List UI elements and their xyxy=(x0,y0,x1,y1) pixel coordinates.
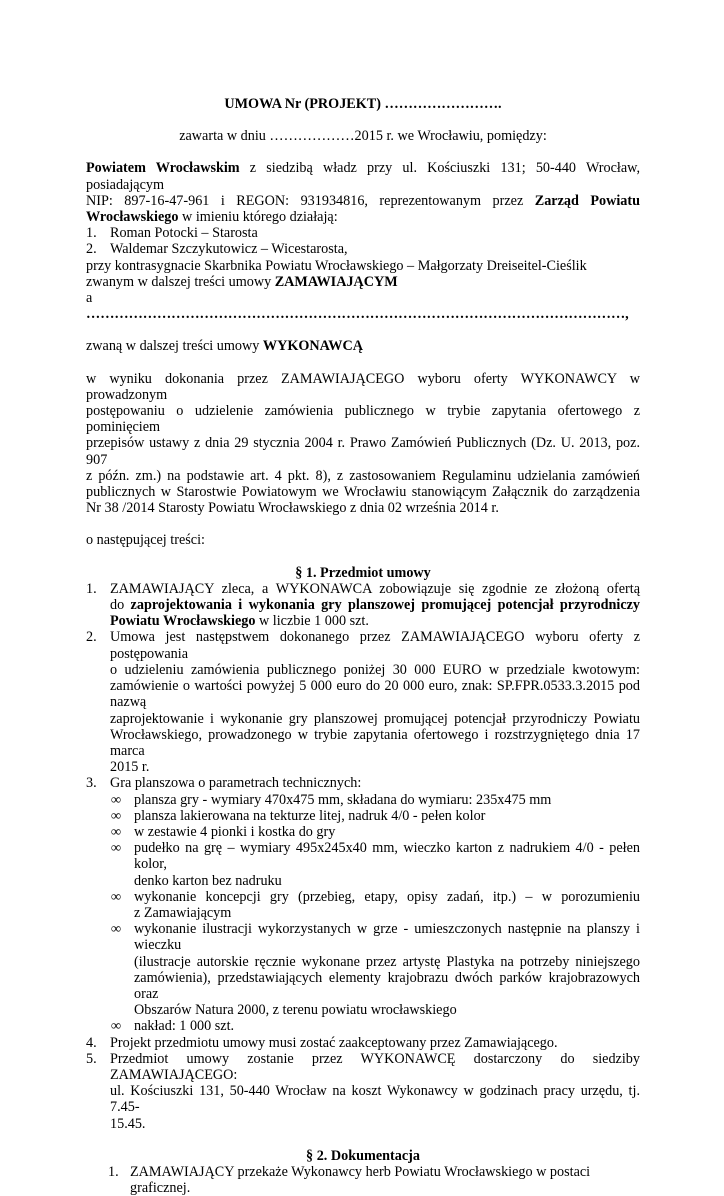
party-ordering: Powiatem Wrocławskim z siedzibą władz przy ul. Kościuszki 131; 50-440 Wrocław, posiadającym NIP: 897-16-47-961 i REGON: 931934816, reprezentowanym przez Zarząd Powiatu Wrocławskiego w imieniu którego działają: 1. Roman Potocki – Starosta 2. Waldemar Szczykutowicz – Wicestarosta, przy kontrasygnacie Skarbnika Powiatu Wrocławskiego – Małgorzaty Dreiseitel-Cieślik zwanym w dalszej treści umowy ZAMAWIAJĄCYM a ……………………………………………………………………………………………………, xyxy=(86,160,641,323)
tech-param-item: ∞ plansza gry - wymiary 470x475 mm, składana do wymiaru: 235x475 mm xyxy=(111,791,552,808)
infinity-bullet-icon: ∞ xyxy=(111,888,122,905)
tech-param-item: ∞ nakład: 1 000 szt. xyxy=(111,1018,235,1035)
representative-1: 1. Roman Potocki – Starosta xyxy=(86,225,258,242)
tech-param-item: ∞ pudełko na grę – wymiary 495x245x40 mm, wieczko karton z nadrukiem 4/0 - pełen kolor, denko karton bez nadruku xyxy=(111,840,640,889)
section-1-item-5: 5. Przedmiot umowy zostanie przez WYKONAWCĘ dostarczony do siedziby ZAMAWIAJĄCEGO: ul. Kościuszki 131, 50-440 Wrocław na koszt Wykonawcy w godzinach pracy urzędu, tj. 7.45- 15.45. xyxy=(86,1050,640,1132)
section-2-heading: § 2. Dokumentacja xyxy=(306,1147,420,1164)
section-1-item-3: 3. Gra planszowa o parametrach technicznych: xyxy=(86,775,362,792)
infinity-bullet-icon: ∞ xyxy=(111,921,122,938)
tech-param-item: ∞ plansza lakierowana na tekturze litej, nadruk 4/0 - pełen kolor xyxy=(111,807,486,824)
ordering-party-label: ZAMAWIAJĄCYM xyxy=(274,273,398,290)
tech-param-item: ∞ w zestawie 4 pionki i kostka do gry xyxy=(111,823,336,840)
tech-param-item: ∞ wykonanie ilustracji wykorzystanych w grze - umieszczonych następnie na planszy i wieczku (ilustracje autorskie ręcznie wykonane przez artystę Plastyka na potrzeby niniejszego zamówienia), przedstawiających elementy krajobrazu dwóch parków krajobrazowych oraz Obszarów Natura 2000, z terenu powiatu wrocławskiego xyxy=(111,921,640,1019)
section-2-item-1: 1. ZAMAWIAJĄCY przekaże Wykonawcy herb Powiatu Wrocławskiego w postaci graficznej. xyxy=(108,1163,591,1196)
conjunction: a xyxy=(86,290,93,307)
section-1-item-2: 2. Umowa jest następstwem dokonanego przez ZAMAWIAJĄCEGO wyboru oferty z postępowania o udzieleniu zamówienia publicznego poniżej 30 000 EURO w przedziale kwotowym: zamówienie o wartości powyżej 5 000 euro do 20 000 euro, znak: SP.FPR.0533.3.2015 pod nazwą zaprojektowanie i wykonanie gry planszowej promującej potencjał przyrodniczy Powiatu Wrocławskiego, prowadzonego w trybie zapytania ofertowego i rozstrzygniętego dnia 17 marca 2015 r. xyxy=(86,629,640,776)
following-text: o następującej treści: xyxy=(86,532,205,549)
section-1-heading: § 1. Przedmiot umowy xyxy=(295,564,431,581)
document-body xyxy=(86,96,640,1196)
tech-param-item: ∞ wykonanie koncepcji gry (przebieg, etapy, opisy zadań, itp.) – w porozumieniu z Zamawiającym xyxy=(111,888,640,921)
infinity-bullet-icon: ∞ xyxy=(111,840,122,857)
party1-board: Zarząd Powiatu xyxy=(534,192,641,209)
document-title: UMOWA Nr (PROJEKT) ……………………. xyxy=(224,96,502,112)
party1-name: Powiatem Wrocławskim xyxy=(86,160,240,177)
representative-2: 2. Waldemar Szczykutowicz – Wicestarosta, xyxy=(86,241,348,258)
infinity-bullet-icon: ∞ xyxy=(111,1018,122,1035)
intro-paragraph: w wyniku dokonania przez ZAMAWIAJĄCEGO wyboru oferty WYKONAWCY w prowadzonym postępowaniu o udzielenie zamówienia publicznego w trybie zapytania ofertowego z pominięciem przepisów ustawy z dnia 29 stycznia 2004 r. Prawo Zamówień Publicznych (Dz. U. 2013, poz. 907 z późn. zm.) na podstawie art. 4 pkt. 8), z zastosowaniem Regulaminu udzielania zamówień publicznych w Starostwie Powiatowym we Wrocławiu stanowiącym Załącznik do zarządzenia Nr 38 /2014 Starosty Powiatu Wrocławskiego z dnia 02 września 2014 r. xyxy=(86,370,640,517)
section-1-item-4: 4. Projekt przedmiotu umowy musi zostać zaakceptowany przez Zamawiającego. xyxy=(86,1034,558,1051)
contractor-label: zwaną w dalszej treści umowy WYKONAWCĄ xyxy=(86,338,363,355)
countersignature: przy kontrasygnacie Skarbnika Powiatu Wrocławskiego – Małgorzaty Dreiseitel-Cieślik xyxy=(86,257,587,274)
infinity-bullet-icon: ∞ xyxy=(111,823,122,840)
document-subtitle: zawarta w dniu ………………2015 r. we Wrocławiu, pomiędzy: xyxy=(179,128,547,145)
infinity-bullet-icon: ∞ xyxy=(111,791,122,808)
section-1-item-1: 1. ZAMAWIAJĄCY zleca, a WYKONAWCA zobowiązuje się zgodnie ze złożoną ofertą do zaprojektowania i wykonania gry planszowej promującej potencjał przyrodniczy Powiatu Wrocławskiego w liczbie 1 000 szt. xyxy=(86,580,641,630)
contractor-blank: ……………………………………………………………………………………………………, xyxy=(86,306,629,323)
infinity-bullet-icon: ∞ xyxy=(111,807,122,824)
